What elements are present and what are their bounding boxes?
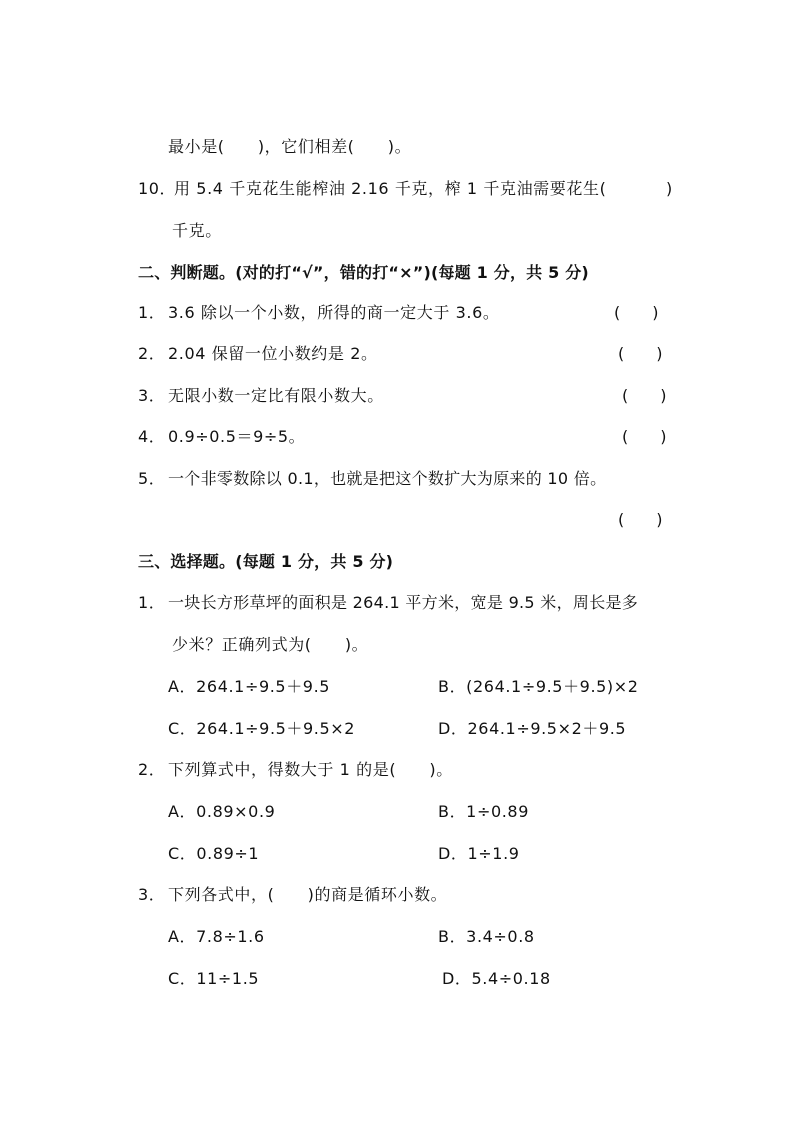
- judge-4-text: 0.9÷0.5＝9÷5。: [168, 427, 306, 446]
- judge-1-text: 3.6 除以一个小数，所得的商一定大于 3.6。: [168, 303, 500, 322]
- choice-2-option-a: A．0.89×0.9: [168, 802, 276, 821]
- judge-4-number: 4．: [138, 427, 166, 446]
- choice-2-number: 2．: [138, 760, 166, 779]
- judge-1-number: 1．: [138, 303, 166, 322]
- choice-3-option-b: B．3.4÷0.8: [438, 927, 535, 946]
- q10-line2: 千克。: [172, 221, 222, 240]
- choice-1-number: 1．: [138, 593, 166, 612]
- judge-3-answer-paren: ( ): [622, 386, 667, 405]
- section3-heading: 三、选择题。(每题 1 分，共 5 分): [138, 552, 394, 571]
- judge-5-answer-paren: ( ): [618, 510, 663, 529]
- judge-2-number: 2．: [138, 344, 166, 363]
- judge-4-answer-paren: ( ): [622, 427, 667, 446]
- choice-3-option-c: C．11÷1.5: [168, 969, 260, 988]
- judge-1-answer-paren: ( ): [614, 303, 659, 322]
- choice-1-line2: 少米？正确列式为( )。: [172, 635, 369, 654]
- choice-2-option-c: C．0.89÷1: [168, 844, 260, 863]
- judge-3-text: 无限小数一定比有限小数大。: [168, 386, 384, 405]
- choice-3-line1: 下列各式中，( )的商是循环小数。: [168, 885, 448, 904]
- judge-3-number: 3．: [138, 386, 166, 405]
- choice-2-line1: 下列算式中，得数大于 1 的是( )。: [168, 760, 453, 779]
- q10-close-paren: ): [666, 179, 673, 198]
- choice-1-option-a: A．264.1÷9.5＋9.5: [168, 677, 331, 696]
- section2-heading: 二、判断题。(对的打“√”，错的打“×”)(每题 1 分，共 5 分): [138, 263, 589, 282]
- judge-2-text: 2.04 保留一位小数约是 2。: [168, 344, 378, 363]
- choice-2-option-d: D．1÷1.9: [438, 844, 520, 863]
- choice-1-option-b: B．(264.1÷9.5＋9.5)×2: [438, 677, 639, 696]
- choice-1-option-d: D．264.1÷9.5×2＋9.5: [438, 719, 627, 738]
- choice-1-option-c: C．264.1÷9.5＋9.5×2: [168, 719, 356, 738]
- judge-5-text: 一个非零数除以 0.1，也就是把这个数扩大为原来的 10 倍。: [168, 469, 607, 488]
- choice-1-line1: 一块长方形草坪的面积是 264.1 平方米，宽是 9.5 米，周长是多: [168, 593, 639, 612]
- judge-5-number: 5．: [138, 469, 166, 488]
- judge-2-answer-paren: ( ): [618, 344, 663, 363]
- choice-3-number: 3．: [138, 885, 166, 904]
- q9-continuation: 最小是( )，它们相差( )。: [168, 137, 412, 156]
- q10-number: 10．: [138, 179, 177, 198]
- q10-line1: 用 5.4 千克花生能榨油 2.16 千克，榨 1 千克油需要花生(: [174, 179, 607, 198]
- choice-3-option-a: A．7.8÷1.6: [168, 927, 265, 946]
- choice-2-option-b: B．1÷0.89: [438, 802, 529, 821]
- choice-3-option-d: D．5.4÷0.18: [442, 969, 551, 988]
